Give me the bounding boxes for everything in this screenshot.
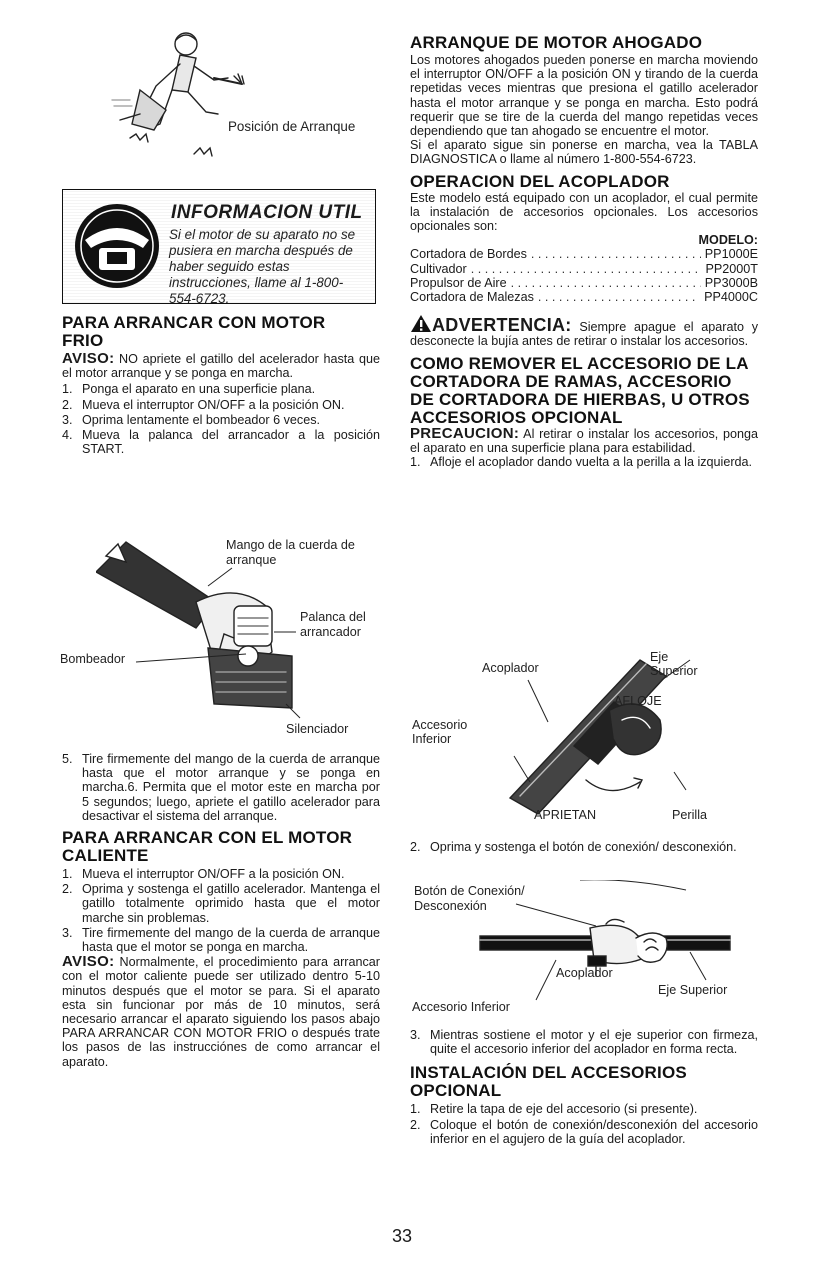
list-item: 3. Oprima lentamente el bombeador 6 veces.: [62, 412, 321, 427]
coupler-heading: OPERACION DEL ACOPLADOR: [410, 171, 670, 191]
remove-step-2: [410, 840, 758, 854]
coupler-label-2: Acoplador: [556, 966, 613, 980]
coupler-label: Acoplador: [482, 661, 539, 675]
list-item: 3. Mientras sostiene el motor y el eje superior con firmeza, quite el accesorio inferior del acoplador en forma recta.: [410, 1028, 758, 1057]
flooded-paragraph-1: Los motores ahogados pueden ponerse en marcha moviendo el interruptor ON/OFF a la posición ON y tirando de la cuerda repetidas veces mientras que presiona el gatillo acelerador hasta el motor arranque y se ponga en marcha. Esto podrá requerir que se tire de la cuerda del mango repetidas veces dependiendo que tan ahogado se encuentre el motor.: [410, 53, 758, 139]
notice-text: NO apriete el gatillo del acelerador hasta que el motor arranque y se ponga en marcha.: [62, 352, 380, 381]
model-header: MODELO:: [698, 233, 758, 248]
list-item: 2. Mueva el interruptor ON/OFF a la posición ON.: [62, 397, 345, 412]
list-item: 1. Retire la tapa de eje del accesorio (si presente).: [410, 1102, 698, 1117]
models-list: [410, 233, 758, 304]
list-item: 1. Afloje el acoplador dando vuelta a la perilla a la izquierda.: [410, 455, 753, 470]
starter-lever-label: Palanca del arrancador: [300, 610, 366, 639]
info-box-text: Si el motor de su aparato no se pusiera en marcha después de haber seguido estas instrucciones, llame al 1-800-554-6723.: [169, 227, 356, 306]
list-item: 5. Tire firmemente del mango de la cuerda de arranque hasta que el motor arranque y se ponga en marcha.6. Permita que el motor este en marcha por 5 segundos; luego, apriete el gatillo acelerador para desactivar el sistema del arranque.: [62, 752, 380, 823]
warning-triangle-icon: [410, 314, 432, 333]
remove-heading: COMO REMOVER EL ACCESORIO DE LA CORTADORA DE RAMAS, ACCESORIO DE CORTADORA DE HIERBAS, U OTROS ACCESORIOS OPCIONAL: [410, 353, 750, 427]
knob-label: Perilla: [672, 808, 707, 822]
loosen-label: AFLOJE: [614, 694, 662, 708]
flooded-paragraph-2: Si el aparato sigue sin ponerse en marcha, vea la TABLA DIAGNOSTICA o llame al número 1-800-554-6723.: [410, 138, 758, 167]
caution-block: [410, 424, 758, 455]
muffler-label: Silenciador: [286, 722, 349, 736]
install-heading: INSTALACIÓN DEL ACCESORIOS OPCIONAL: [410, 1063, 687, 1101]
coupler-text: Este modelo está equipado con un acoplador, el cual permite la instalación de accesorios opcionales. Los accesorios opcionales son:: [410, 190, 758, 234]
warm-start-notice: [62, 955, 380, 1069]
list-item: Cortadora de Malezas . . . PP4000C: [410, 290, 758, 304]
useful-info-box: [62, 189, 376, 304]
install-steps: [410, 1102, 758, 1146]
cold-start-steps: [62, 382, 380, 456]
cord-handle-label: Mango de la cuerda de arranque: [226, 538, 355, 567]
info-box-title: INFORMACION UTIL: [171, 202, 363, 223]
list-item: Cortadora de Bordes . . . PP1000E: [410, 247, 758, 261]
starting-position-illustration: [110, 28, 260, 176]
upper-shaft-label: Eje Superior: [650, 650, 698, 678]
list-item: 4. Mueva la palanca del arrancador a la posición START.: [62, 428, 380, 457]
caution-label: PRECAUCION:: [410, 424, 520, 442]
flooded-heading: ARRANQUE DE MOTOR AHOGADO: [410, 33, 703, 52]
lower-attachment-label-2: Accesorio Inferior: [412, 1000, 510, 1014]
cold-start-continued: [62, 752, 380, 1069]
remove-step-3: [410, 1028, 758, 1056]
warning-label: ADVERTENCIA:: [432, 315, 572, 336]
cold-start-heading: PARA ARRANCAR CON MOTOR FRIO: [62, 313, 326, 350]
list-item: 2. Coloque el botón de conexión/desconexión del accesorio inferior en el agujero de la guía del acoplador.: [410, 1117, 758, 1146]
starting-position-caption: Posición de Arranque: [228, 119, 356, 134]
cold-start-notice: [62, 352, 380, 380]
telephone-icon: [71, 196, 163, 296]
list-item: 2. Oprima y sostenga el botón de conexión/ desconexión.: [410, 840, 737, 854]
list-item: Cultivador . . . PP2000T: [410, 262, 758, 276]
right-column-top: [410, 34, 758, 470]
primer-label: Bombeador: [60, 652, 126, 666]
caution-text: Al retirar o instalar los accesorios, ponga el aparato en una superficie plana para estabilidad.: [410, 426, 758, 455]
list-item: 1. Mueva el interruptor ON/OFF a la posición ON.: [62, 867, 345, 882]
upper-shaft-label-2: Eje Superior: [658, 983, 728, 997]
list-item: 2. Oprima y sostenga el gatillo acelerador. Mantenga el gatillo totalmente oprimido hasta que el motor marche sin problemas.: [62, 882, 380, 925]
lower-attachment-label: Accesorio Inferior: [412, 718, 468, 746]
page-number: 33: [392, 1226, 413, 1246]
list-item: Propulsor de Aire . . . PP3000B: [410, 276, 758, 290]
connect-button-label: Botón de Conexión/ Desconexión: [414, 884, 525, 913]
notice-text: Normalmente, el procedimiento para arrancar con el motor caliente puede ser utilizado dentro 5-10 minutos después que el motor se para. Si el aparato esta sin funcionar por más de 10 minutos, será necesario arrancar el aparato siguiendo los pasos abajo PARA ARRANCAR CON MOTOR FRIO o después trate los pasos de las instrucciónes de como arrancar el aparato.: [62, 955, 380, 1069]
cold-start-step-5: [62, 752, 380, 823]
right-column-bottom: [410, 1028, 758, 1147]
list-item: 1. Ponga el aparato en una superficie plana.: [62, 382, 316, 397]
list-item: 3. Tire firmemente del mango de la cuerda de arranque hasta que el motor se ponga en marcha.: [62, 925, 380, 955]
notice-label: AVISO:: [62, 350, 115, 367]
tighten-label: APRIETAN: [534, 808, 597, 822]
warning-text: Siempre apague el aparato y desconecte la bujía antes de retirar o instalar los accesorios.: [410, 320, 758, 349]
warm-start-heading: PARA ARRANCAR CON EL MOTOR CALIENTE: [62, 828, 353, 866]
warning-block: [410, 314, 758, 348]
warm-start-steps: [62, 867, 380, 954]
remove-step-1: [410, 455, 758, 469]
notice-label: AVISO:: [62, 953, 115, 971]
remove-step-2-block: [410, 840, 758, 855]
cold-start-section: [62, 314, 380, 457]
